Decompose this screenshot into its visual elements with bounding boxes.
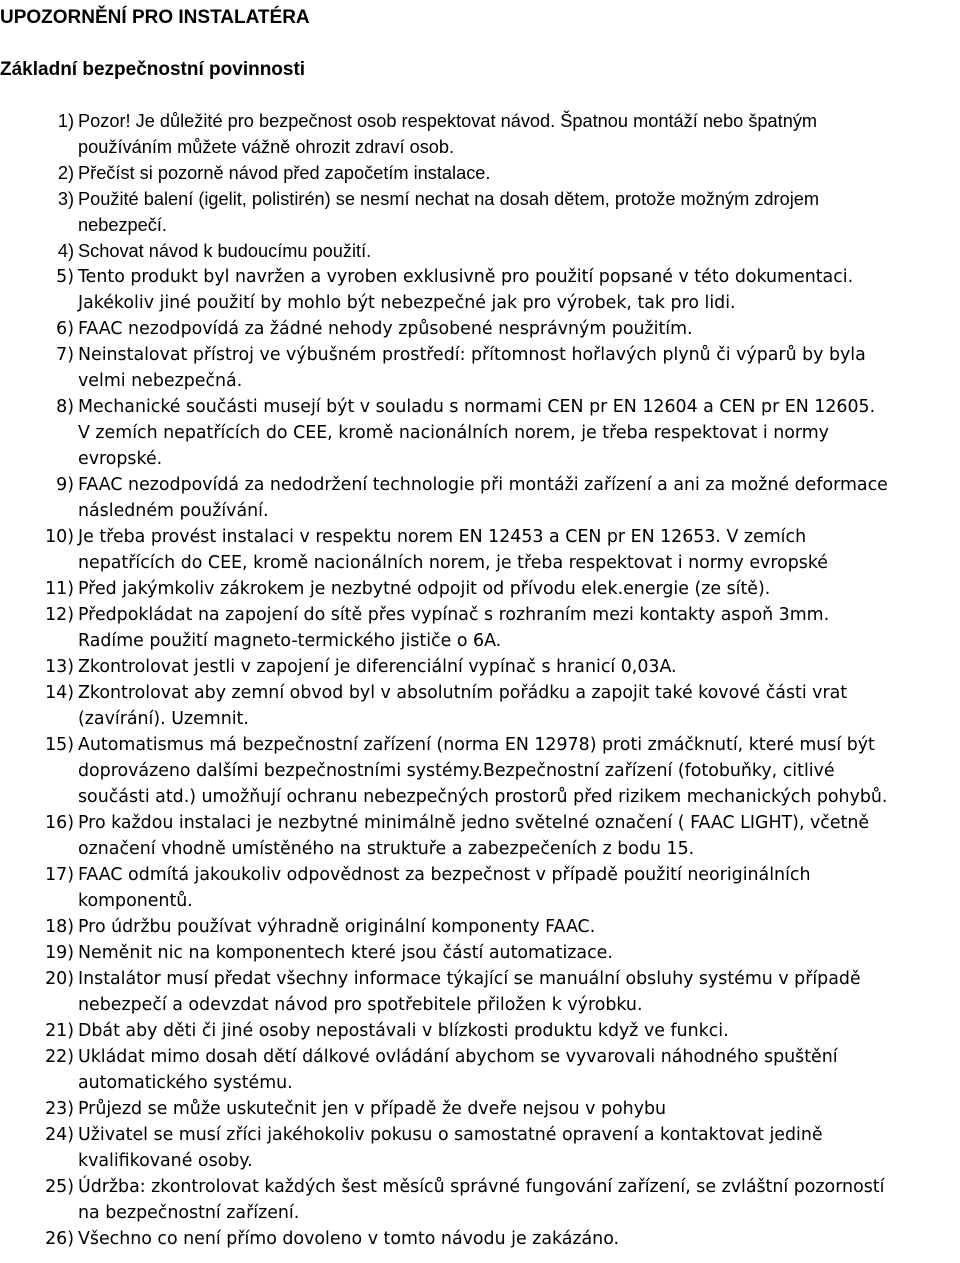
item-text-line: FAAC odmítá jakoukoliv odpovědnost za bezpečnost v případě použití neoriginálních [78, 865, 811, 885]
item-text-line: Dbát aby děti či jiné osoby nepostávali v blízkosti produktu když ve funkci. [78, 1021, 729, 1041]
list-item [0, 316, 960, 342]
item-number: 16) [45, 813, 74, 833]
item-text-line: komponentů. [78, 891, 193, 911]
item-text-line: Přečíst si pozorně návod před započetím instalace. [78, 163, 491, 183]
item-number: 17) [45, 865, 74, 885]
list-item [0, 524, 960, 576]
item-text-line: na bezpečnostní zařízení. [78, 1203, 300, 1223]
item-number: 3) [57, 189, 74, 209]
item-number: 13) [45, 657, 74, 677]
list-item [0, 108, 960, 160]
list-item [0, 940, 960, 966]
item-text-line: Radíme použití magneto-termického jističe o 6A. [78, 631, 502, 651]
item-text-line: doprovázeno dalšími bezpečnostními systémy.Bezpečnostní zařízení (fotobuňky, citlivé [78, 761, 835, 781]
item-text-line: kvalifikované osoby. [78, 1151, 253, 1171]
item-text-line: Všechno co není přímo dovoleno v tomto návodu je zakázáno. [78, 1229, 620, 1249]
item-number: 5) [56, 267, 74, 287]
item-number: 8) [56, 397, 74, 417]
item-text-line: FAAC nezodpovídá za žádné nehody způsobené nesprávným použitím. [78, 319, 693, 339]
safety-list [0, 108, 960, 1252]
item-text-line: Údržba: zkontrolovat každých šest měsíců správné fungování zařízení, se zvláštní pozorností [78, 1177, 885, 1197]
item-text-line: Použité balení (igelit, polistirén) se nesmí nechat na dosah dětem, protože možným zdrojem [78, 189, 820, 209]
item-text-line: Zkontrolovat jestli v zapojení je diferenciální vypínač s hranicí 0,03A. [78, 657, 677, 677]
list-item [0, 654, 960, 680]
item-text-line: evropské. [78, 449, 163, 469]
list-item [0, 264, 960, 316]
item-text-line: nebezpečí. [78, 215, 167, 235]
document-title: UPOZORNĚNÍ PRO INSTALATÉRA [0, 7, 310, 28]
item-number: 4) [57, 241, 74, 261]
list-item [0, 576, 960, 602]
item-number: 9) [56, 475, 74, 495]
item-text-line: Pro údržbu používat výhradně originální komponenty FAAC. [78, 917, 596, 937]
list-item [0, 1226, 960, 1252]
item-text-line: FAAC nezodpovídá za nedodržení technologie při montáži zařízení a ani za možné deformace [78, 475, 888, 495]
item-text-line: Předpokládat na zapojení do sítě přes vypínač s rozhraním mezi kontakty aspoň 3mm. [78, 605, 830, 625]
item-text-line: Neměnit nic na komponentech které jsou částí automatizace. [78, 943, 613, 963]
item-text-line: Pro každou instalaci je nezbytné minimálně jedno světelné označení ( FAAC LIGHT), včetně [78, 813, 870, 833]
list-item [0, 862, 960, 914]
list-item [0, 914, 960, 940]
item-text-line: Neinstalovat přístroj ve výbušném prostředí: přítomnost hořlavých plynů či výparů by byla [78, 345, 866, 365]
item-number: 2) [57, 163, 74, 183]
item-number: 10) [45, 527, 74, 547]
item-text-line: následném používání. [78, 501, 269, 521]
item-text-line: velmi nebezpečná. [78, 371, 243, 391]
list-item [0, 186, 960, 238]
item-number: 22) [45, 1047, 74, 1067]
item-number: 15) [45, 735, 74, 755]
list-item [0, 1018, 960, 1044]
list-item [0, 732, 960, 810]
item-number: 11) [45, 579, 74, 599]
list-item [0, 394, 960, 472]
item-number: 18) [45, 917, 74, 937]
list-item [0, 342, 960, 394]
item-text-line: nepatřících do CEE, kromě nacionálních norem, je třeba respektovat i normy evropské [78, 553, 828, 573]
item-text-line: součásti atd.) umožňují ochranu nebezpečných prostorů před rizikem mechanických pohybů. [78, 787, 888, 807]
item-text-line: V zemích nepatřících do CEE, kromě nacionálních norem, je třeba respektovat i normy [78, 423, 829, 443]
list-item [0, 1044, 960, 1096]
item-text-line: označení vhodně umístěného na struktuře a zabezpečeních z bodu 15. [78, 839, 695, 859]
list-item [0, 1174, 960, 1226]
list-item [0, 160, 960, 186]
list-item [0, 602, 960, 654]
item-text-line: automatického systému. [78, 1073, 293, 1093]
item-text-line: Automatismus má bezpečnostní zařízení (norma EN 12978) proti zmáčknutí, které musí být [78, 735, 875, 755]
document-subtitle: Základní bezpečnostní povinnosti [0, 59, 306, 80]
list-item [0, 966, 960, 1018]
list-item [0, 1122, 960, 1174]
item-text-line: Jakékoliv jiné použití by mohlo být nebezpečné jak pro výrobek, tak pro lidi. [78, 293, 736, 313]
item-number: 14) [45, 683, 74, 703]
item-text-line: Schovat návod k budoucímu použití. [78, 241, 372, 261]
item-number: 24) [45, 1125, 74, 1145]
item-text-line: Před jakýmkoliv zákrokem je nezbytné odpojit od přívodu elek.energie (ze sítě). [78, 579, 771, 599]
item-number: 23) [45, 1099, 74, 1119]
list-item [0, 1096, 960, 1122]
item-number: 6) [56, 319, 74, 339]
item-text-line: Pozor! Je důležité pro bezpečnost osob respektovat návod. Špatnou montáží nebo špatným [78, 111, 818, 131]
item-number: 25) [45, 1177, 74, 1197]
item-number: 20) [45, 969, 74, 989]
item-text-line: Uživatel se musí zříci jakéhokoliv pokusu o samostatné opravení a kontaktovat jedině [78, 1125, 823, 1145]
item-text-line: Je třeba provést instalaci v respektu norem EN 12453 a CEN pr EN 12653. V zemích [78, 527, 807, 547]
item-number: 1) [57, 111, 74, 131]
list-item [0, 238, 960, 264]
item-text-line: Průjezd se může uskutečnit jen v případě že dveře nejsou v pohybu [78, 1099, 667, 1119]
item-text-line: (zavírání). Uzemnit. [78, 709, 249, 729]
list-item [0, 810, 960, 862]
item-text-line: Instalátor musí předat všechny informace týkající se manuální obsluhy systému v případě [78, 969, 861, 989]
item-text-line: používáním můžete vážně ohrozit zdraví osob. [78, 137, 455, 157]
list-item [0, 472, 960, 524]
item-number: 19) [45, 943, 74, 963]
item-number: 7) [56, 345, 74, 365]
item-text-line: nebezpečí a odevzdat návod pro spotřebitele přiložen k výrobku. [78, 995, 643, 1015]
item-number: 21) [45, 1021, 74, 1041]
item-number: 26) [45, 1229, 74, 1249]
item-text-line: Mechanické součásti musejí být v souladu s normami CEN pr EN 12604 a CEN pr EN 12605. [78, 397, 876, 417]
item-text-line: Tento produkt byl navržen a vyroben exklusivně pro použití popsané v této dokumentaci. [78, 267, 854, 287]
item-number: 12) [45, 605, 74, 625]
item-text-line: Zkontrolovat aby zemní obvod byl v absolutním pořádku a zapojit také kovové části vrat [78, 683, 848, 703]
list-item [0, 680, 960, 732]
item-text-line: Ukládat mimo dosah dětí dálkové ovládání abychom se vyvarovali náhodného spuštění [78, 1047, 838, 1067]
